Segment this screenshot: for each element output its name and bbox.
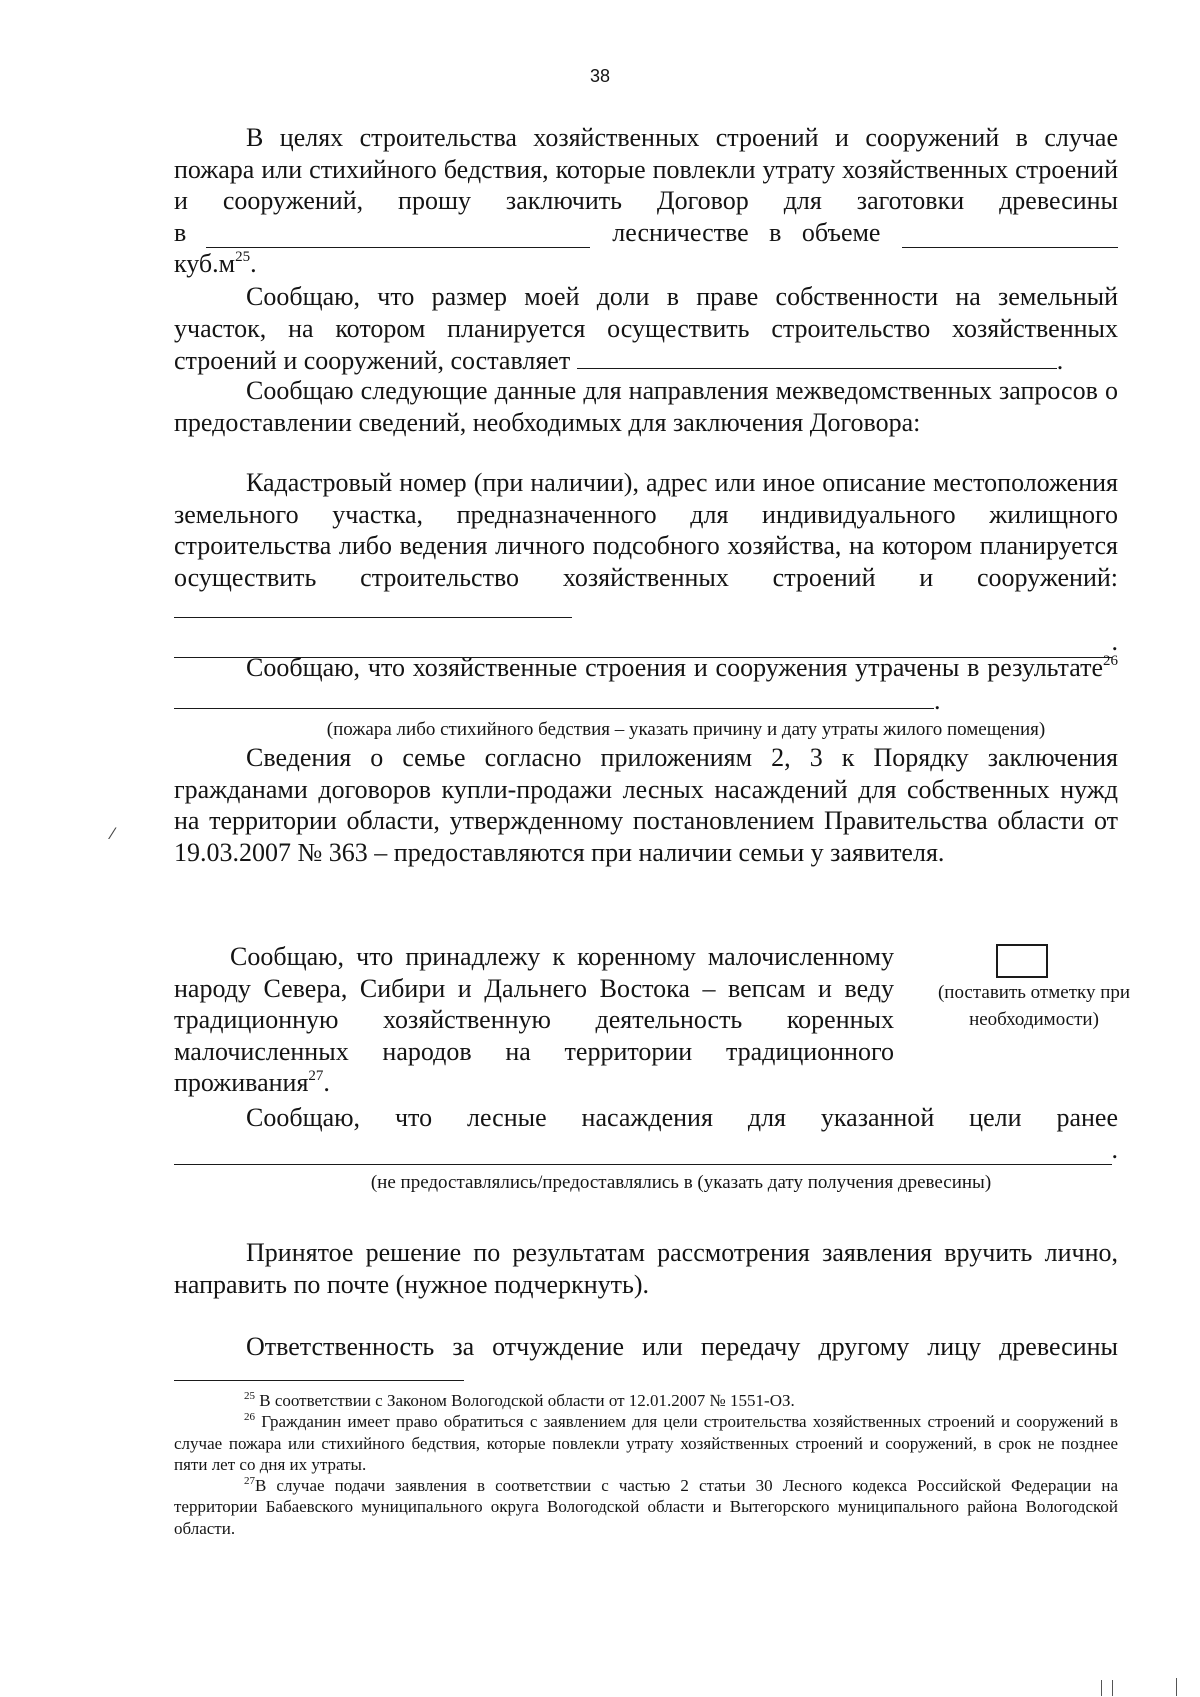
paragraph-construction-request bbox=[174, 122, 1118, 280]
paragraph-text: Сообщаю, что принадлежу к коренному малочисленному народу Севера, Сибири и Дальнего Востока – вепсам и веду традиционную хозяйственную деятельность коренных малочисленных народов на территории традиционного проживания$^{27}$. bbox=[174, 942, 894, 1098]
prefix-label: в bbox=[174, 217, 187, 247]
indigenous-checkbox[interactable] bbox=[996, 944, 1048, 978]
paragraph-cadastral bbox=[174, 467, 1118, 658]
loss-cause-hint: (пожара либо стихийного бедствия – указать причину и дату утраты жилого помещения) bbox=[326, 719, 1046, 741]
forestry-volume-label: лесничестве в объеме bbox=[612, 217, 881, 247]
footnote-ref-26: 26 bbox=[1103, 653, 1118, 669]
footnote-ref-27: 27 bbox=[308, 1068, 324, 1085]
paragraph-responsibility bbox=[174, 1331, 1118, 1363]
loss-cause-field[interactable] bbox=[174, 684, 934, 709]
page-number: 38 bbox=[589, 66, 611, 86]
footnote-27: $^{27}$В случае подачи заявления в соответствии с частью 2 статьи 30 Лесного кодекса Российской Федерации на территории Бабаевского муниципального округа Вологодской области и Вытегорского муниципального района Вологодской области. bbox=[174, 1475, 1118, 1538]
paragraph-text: Ответственность за отчуждение или передачу другому лицу древесины bbox=[246, 1332, 1118, 1361]
volume-field[interactable] bbox=[902, 223, 1118, 248]
previous-provision-line: . bbox=[174, 1134, 1118, 1166]
paragraph-land-share bbox=[174, 281, 1118, 377]
footnote-26: $^{26}$ Гражданин имеет право обратиться с заявлением для цели строительства хозяйственных строений и сооружений в случае пожара или стихийного бедствия, которые повлекли утрату хозяйственных строений и сооружений, в срок не позднее пяти лет со дня их утраты. bbox=[174, 1411, 1118, 1474]
paragraph-decision-delivery bbox=[174, 1237, 1118, 1300]
previous-provision-hint: (не предоставлялись/предоставлялись в (указать дату получения древесины) bbox=[370, 1172, 992, 1194]
land-share-field[interactable] bbox=[577, 344, 1057, 369]
footnotes bbox=[174, 1390, 1118, 1539]
paragraph-indigenous bbox=[174, 941, 894, 1099]
footnote-ref-25: 25 bbox=[235, 249, 251, 266]
paragraph-text: В целях строительства хозяйственных строений и сооружений в случае пожара или стихийного бедствия, которые повлекли утрату хозяйственных строений и сооружений, прошу заключить Договор для заготовки древесины bbox=[174, 123, 1118, 216]
scan-mark bbox=[1176, 1678, 1177, 1696]
forestry-volume-line bbox=[174, 217, 1118, 249]
checkbox-hint: (поставить отметку при необходимости) bbox=[937, 982, 1131, 1030]
scan-mark: ⁄ bbox=[111, 824, 114, 843]
forestry-name-field[interactable] bbox=[206, 223, 590, 248]
paragraph-previous-provision bbox=[174, 1102, 1118, 1195]
volume-unit: куб.м bbox=[174, 249, 236, 279]
paragraph-interagency-data bbox=[174, 375, 1118, 438]
paragraph-loss-cause bbox=[174, 652, 1118, 742]
footnote-25: $^{25}$ В соответствии с Законом Вологодской области от 12.01.2007 № 1551-ОЗ. bbox=[244, 1390, 795, 1410]
paragraph-text: Кадастровый номер (при наличии), адрес или иное описание местоположения земельного участка, предназначенного для индивидуального жилищного строительства либо ведения личного подсобного хозяйства, на котором планируется осуществить строительство хозяйственных строений и сооружений: bbox=[174, 467, 1118, 626]
previous-provision-field[interactable] bbox=[174, 1135, 1112, 1165]
paragraph-text: Сведения о семье согласно приложениям 2, 3 к Порядку заключения гражданами договоров купли-продажи лесных насаждений для собственных нужд на территории области, утвержденному постановлением Правительства области от 19.03.2007 № 363 – предоставляются при наличии семьи у заявителя. bbox=[174, 743, 1118, 867]
volume-unit-line: $куб.м^{25}$. bbox=[174, 249, 257, 279]
paragraph-text: Принятое решение по результатам рассмотрения заявления вручить лично, направить по почте (нужное подчеркнуть). bbox=[174, 1238, 1118, 1299]
scan-mark bbox=[1101, 1680, 1113, 1696]
paragraph-text: Сообщаю следующие данные для направления межведомственных запросов о предоставлении сведений, необходимых для заключения Договора: bbox=[174, 376, 1118, 437]
paragraph-text: Сообщаю, что размер моей доли в праве собственности на земельный участок, на котором планируется осуществить строительство хозяйственных строений и сооружений, составляет . bbox=[174, 282, 1118, 376]
paragraph-family-info bbox=[174, 742, 1118, 868]
cadastral-field[interactable] bbox=[174, 593, 572, 618]
paragraph-text: Сообщаю, что хозяйственные строения и сооружения утрачены в результате$^{26}$ . bbox=[174, 652, 1118, 716]
paragraph-text: Сообщаю, что лесные насаждения для указанной цели ранее bbox=[246, 1103, 1118, 1132]
cadastral-continuation-line: . bbox=[174, 626, 1118, 658]
footnote-separator bbox=[174, 1380, 464, 1381]
